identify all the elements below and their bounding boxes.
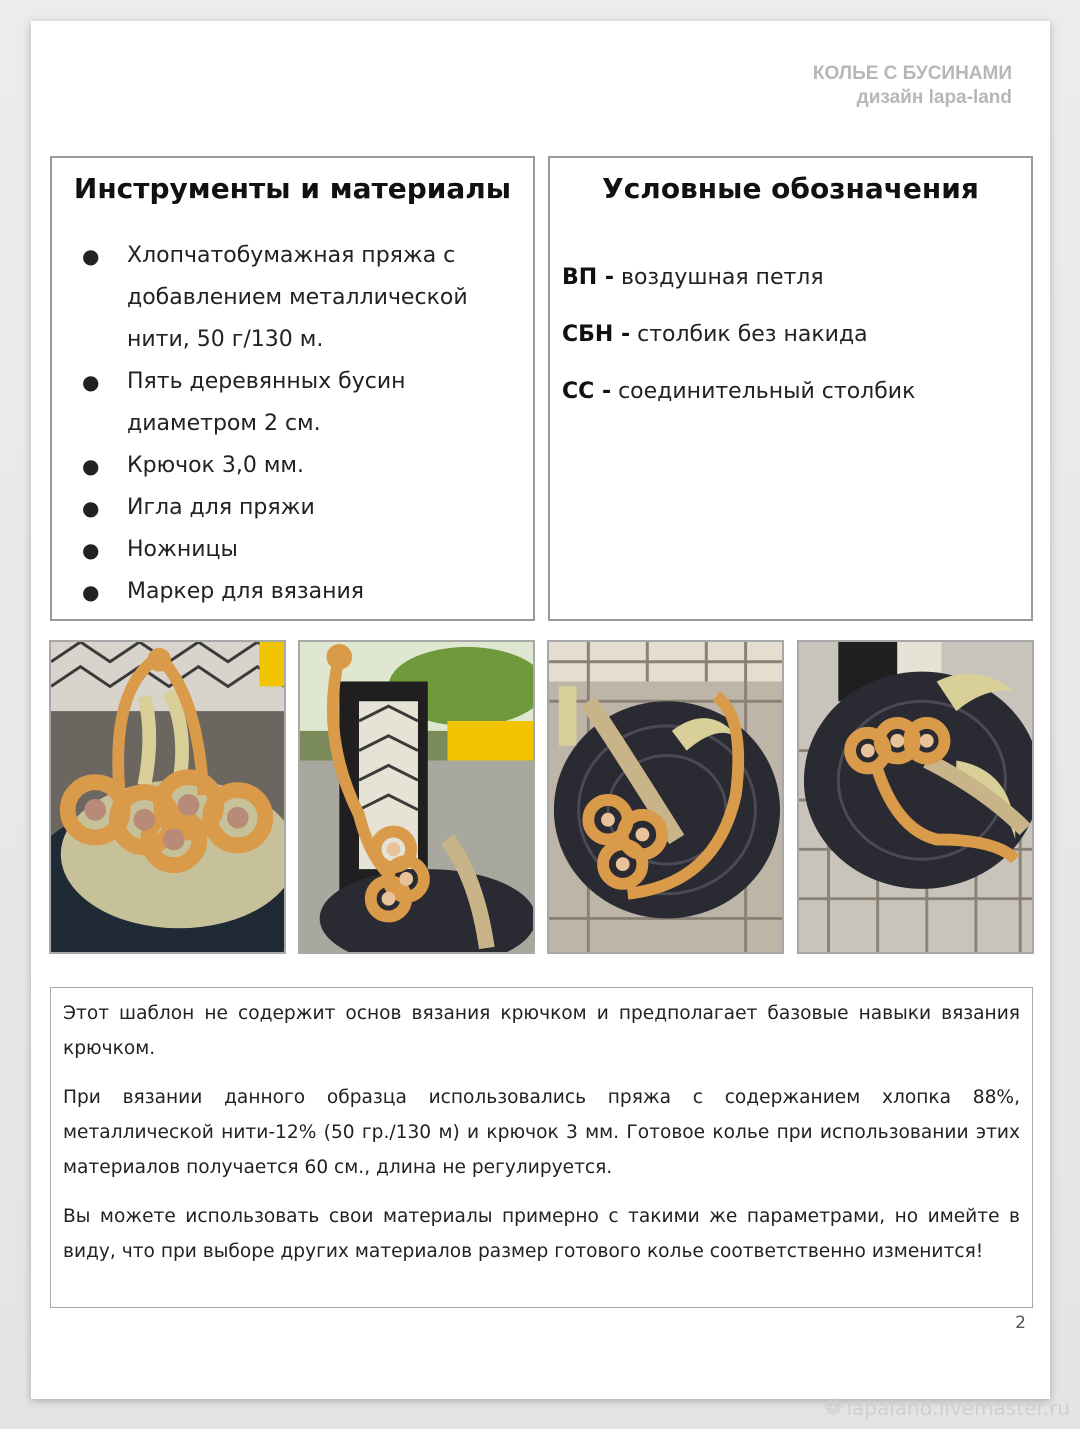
tools-list-item: ● Игла для пряжи: [127, 487, 507, 529]
bullet-icon: ●: [82, 454, 100, 478]
legend-item-sbn: СБН - столбик без накида: [562, 322, 868, 347]
tools-list: [52, 235, 533, 613]
tools-materials-box: [50, 156, 535, 621]
tools-title: Инструменты и материалы: [73, 172, 512, 205]
header-title: КОЛЬЕ С БУСИНАМИ: [812, 63, 1012, 84]
watermark-text: lapaland.livemaster.ru: [846, 1396, 1070, 1420]
document-header: [813, 62, 1012, 110]
legend-item-ss: СС - соединительный столбик: [562, 379, 916, 404]
bullet-icon: ●: [82, 496, 100, 520]
notes-box: [50, 987, 1033, 1308]
tools-list-item: ● Маркер для вязания: [127, 571, 507, 613]
page-number: 2: [1015, 1313, 1026, 1333]
legend-list: [562, 249, 1031, 420]
bullet-icon: ●: [82, 580, 100, 604]
notes-paragraph-3: Вы можете использовать свои материалы примерно с такими же параметрами, но имейте в виду, что при выборе других материалов размер готового колье соответственно изменится!: [63, 1206, 1020, 1262]
legend-item-vp: ВП - воздушная петля: [562, 265, 824, 290]
livemaster-logo-icon: ❁: [824, 1396, 843, 1421]
necklace-photo-3: [547, 640, 784, 954]
legend-box: [548, 156, 1033, 621]
tools-list-item: ● Хлопчатобумажная пряжа с добавлением металлической нити, 50 г/130 м.: [127, 235, 507, 361]
necklace-photo-2: [298, 640, 535, 954]
legend-title: Условные обозначения: [602, 172, 979, 205]
notes-paragraph-2: При вязании данного образца использовались пряжа с содержанием хлопка 88%, металлической нити-12% (50 гр./130 м) и крючок 3 мм. Готовое колье при использовании этих материалов получается 60 см., длина не регулируется.: [63, 1087, 1020, 1178]
notes-paragraph-1: Этот шаблон не содержит основ вязания крючком и предполагает базовые навыки вязания крючком.: [63, 1003, 1020, 1059]
header-subtitle: дизайн lapa-land: [856, 87, 1012, 108]
necklace-photo-4: [797, 640, 1034, 954]
bullet-icon: ●: [82, 538, 100, 562]
tools-list-item: ● Ножницы: [127, 529, 507, 571]
tools-list-item: ● Крючок 3,0 мм.: [127, 445, 507, 487]
document-page: [31, 21, 1050, 1399]
necklace-photo-1: [49, 640, 286, 954]
tools-list-item: ● Пять деревянных бусин диаметром 2 см.: [127, 361, 507, 445]
photo-gallery: [49, 640, 1034, 954]
bullet-icon: ●: [82, 244, 100, 268]
bullet-icon: ●: [82, 370, 100, 394]
watermark: [824, 1396, 1070, 1421]
